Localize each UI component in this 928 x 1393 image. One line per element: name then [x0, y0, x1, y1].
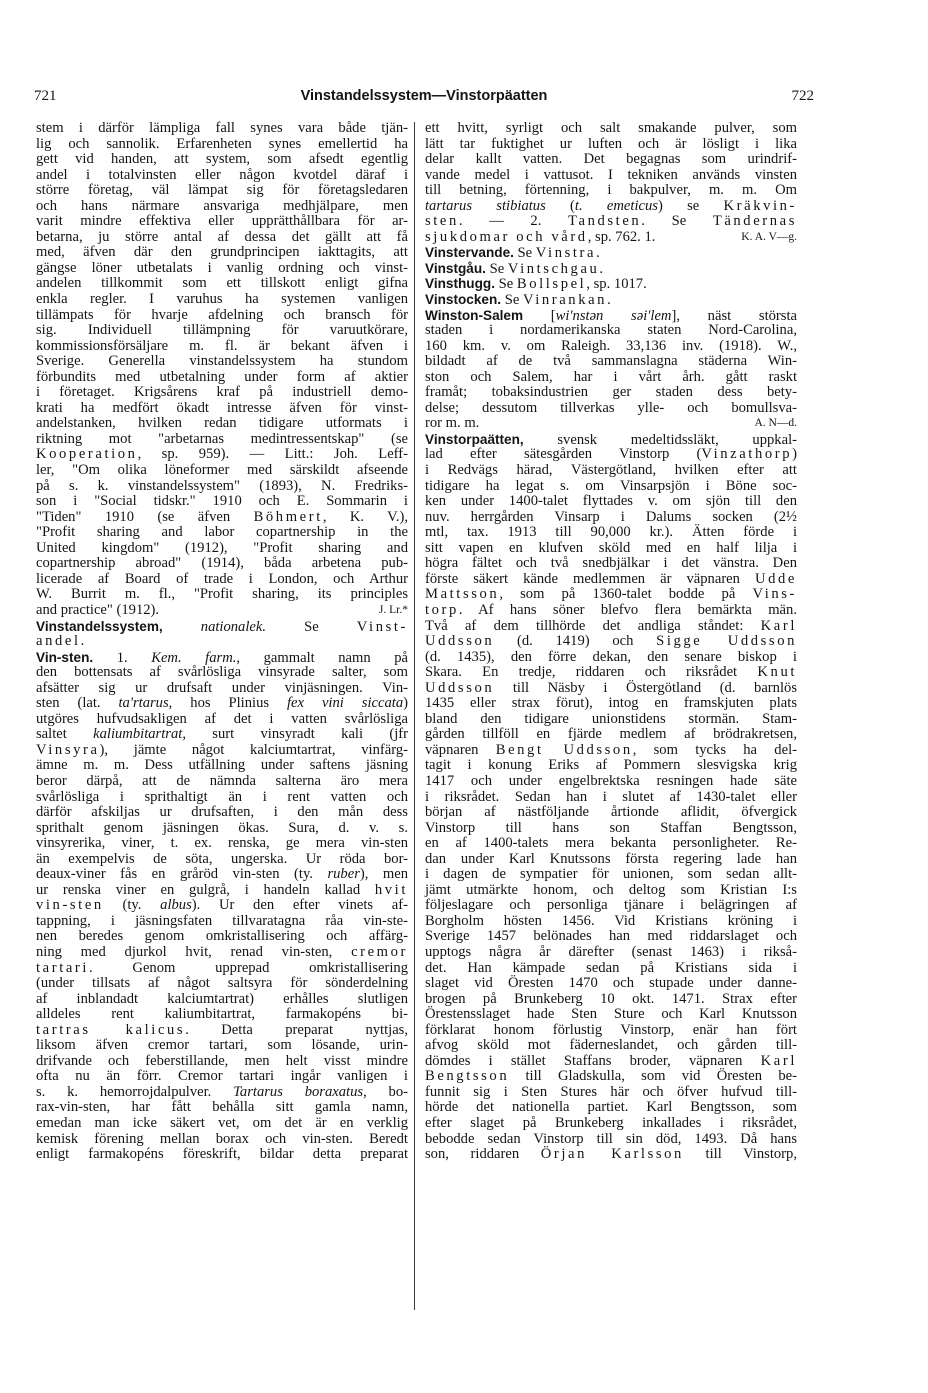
text-line: beror därpå, att de nämnda salterna äro mera [36, 772, 408, 789]
text-line: med, äfven där den grundprincipen iakttagits, att [36, 244, 408, 261]
text-run: "Tiden" 1910 (se äfven [36, 508, 254, 525]
text-run: son, riddaren [425, 1146, 541, 1163]
text-line [36, 867, 408, 883]
text-run: Se [485, 260, 508, 277]
text-line: andelstanken, hvilken redan tidigare utformats i [36, 415, 408, 432]
text-run: lad efter sätesgården Vinstorp ( [425, 446, 702, 463]
text-line: ett hvitt, syrligt och salt smakande pulver, som [425, 120, 797, 136]
text-run: Se [494, 276, 517, 293]
text-line: vande medel i vattusot. I tekniken används vinsten [425, 166, 797, 183]
italic-run: Kem. farm. [151, 649, 237, 666]
entry-headword: Vinsthugg. [425, 276, 495, 292]
text-line [425, 261, 797, 277]
text-line [425, 416, 797, 432]
text-line: drifvande och feberstillande, men helt visst mindre [36, 1052, 408, 1069]
text-line: nuv. herrgården Vinsarp i Dalums socken (2½ [425, 508, 797, 525]
text-line [425, 665, 797, 681]
text-line: rax-vin-sten, har fått behålla sitt gamla namn, [36, 1099, 408, 1116]
spaced-ref: Vinzathorp [701, 446, 793, 463]
text-line: en af 1400-talets mera bekanta personligheter. Re- [425, 835, 797, 852]
text-line: upptogs några år därefter (senast 1463) i rikså- [425, 943, 797, 960]
text-line: bland den tidigare unionstidens stormän. Stam- [425, 710, 797, 727]
text-line: den bottensats af svårlösliga vinsyrade salter, som [36, 664, 408, 681]
author-signature: J. Lr.* [378, 603, 408, 616]
author-signature: K. A. V—g. [741, 230, 797, 243]
text-line: i Redvägs härad, Västergötland, hvilken efter att [425, 462, 797, 479]
spaced-ref: Bollspel [516, 276, 587, 293]
text-line: framåt; tobaksindustrien ger staden dess bety- [425, 384, 797, 401]
text-run: s. k. hemorrojdalpulver. [36, 1083, 234, 1100]
text-line [425, 634, 797, 650]
text-run: , bo- [363, 1083, 408, 1100]
text-line: högra fältet och två snedbjälkar i det vänstra. Den [425, 555, 797, 572]
text-line: 1435 eller strax förut), intog en framskjuten plats [425, 695, 797, 712]
text-run: , sp. 1017. [586, 276, 647, 293]
text-line: krati ha medfört ökadt intresse äfven för vinst- [36, 399, 408, 416]
text-line [36, 945, 408, 961]
text-run: Se [513, 245, 536, 262]
text-run: svensk medeltidssläkt, uppkal- [523, 431, 797, 448]
text-line: Sverige 1457 belönades han med riddarslaget och [425, 928, 797, 945]
text-line [36, 1023, 408, 1039]
text-run: , gammalt namn på [236, 649, 408, 666]
text-line: emedan man icke säkert vet, om det är en verklig [36, 1115, 408, 1131]
entry-headword: Vinstocken. [425, 292, 502, 308]
text-line: (under tillsats af något saltsyra för sönderdelning [36, 975, 408, 992]
spaced-ref: Vinsyra [36, 741, 100, 758]
page-header [34, 88, 814, 110]
spaced-ref: torp [425, 601, 459, 618]
text-run: ) se [657, 197, 724, 214]
text-line [425, 572, 797, 588]
text-run: , surt vinsyradt kali (jfr [182, 726, 408, 743]
text-line: följeslagare och personliga tjänare i belägringen af [425, 897, 797, 914]
text-run: till Näsby i Östergötland (d. barnlös [494, 679, 797, 696]
text-run: ) [792, 446, 797, 463]
text-line [36, 883, 408, 899]
text-line [36, 696, 408, 712]
text-line: Sverige. Generella vinstandelssystem ha stundom [36, 353, 408, 370]
text-line: delse; dessutom tillverkas ylle- och bomullsva- [425, 399, 797, 416]
text-run: ). Ur den efter vinets af- [191, 897, 408, 914]
text-line [425, 619, 797, 635]
text-line [36, 619, 408, 635]
spaced-ref: Kräkvin- [723, 197, 797, 214]
text-run: , sp. 762. 1. [587, 228, 656, 245]
text-run: , K. V.), [322, 508, 409, 525]
text-line: dan under Karl Knutssons första regering lade han [425, 850, 797, 867]
text-run: ), jämte något kalciumtartrat, vinfärg- [99, 741, 408, 758]
text-line: enligt farmakopéns föreskrift, bildar detta preparat [36, 1146, 408, 1163]
text-line [425, 245, 797, 261]
spaced-ref: tartari [36, 959, 90, 976]
italic-run: ta'rtarus [118, 695, 169, 712]
text-line: gården tillföll en fjärde medlem af brödrakretsen, [425, 726, 797, 743]
text-line [36, 961, 408, 977]
text-run: , hos Plinius [168, 695, 287, 712]
text-run: ( [545, 197, 575, 214]
text-line: Örestensslaget hade Sten Sture och Karl Knutsson [425, 1006, 797, 1023]
text-run: till Gladskulla, som vid Öresten be- [509, 1068, 797, 1085]
text-run: saltet [36, 726, 94, 743]
text-line [425, 1069, 797, 1085]
text-line [425, 1147, 797, 1163]
text-line: 1417 och under engelbrektska resningen hade säte [425, 772, 797, 789]
text-run: Se [266, 618, 357, 635]
text-line: alldeles rent kaliumbitartrat, farmakopéns bi- [36, 1006, 408, 1023]
spaced-ref: Karl [760, 1052, 797, 1069]
spaced-ref: Sigge Uddsson [656, 633, 797, 650]
text-run: dömdes i stället Staffans broder, väpnaren [425, 1052, 761, 1069]
italic-run: wi'nstən səi'lem [555, 307, 672, 324]
text-run: , sp. 959). — Litt.: Joh. Leff- [137, 446, 408, 463]
italic-run: fex vini siccata [287, 695, 404, 712]
right-column [425, 121, 797, 1163]
text-line: W. Burrit m. fl., "Profit sharing, its principles [36, 586, 408, 603]
text-run: , som på 1360-talet bodde på [499, 586, 753, 603]
text-run: sten (lat. [36, 695, 119, 712]
spaced-ref: Vinstra [535, 245, 597, 262]
text-line [425, 743, 797, 759]
text-line: Vinstorp till hans son Staffan Bengtsson, [425, 819, 797, 836]
text-line: tagit i konung Eriks af Pommern slesvigska krig [425, 757, 797, 774]
text-line: andel i totalvinsten eller någon kvotdel däraf i [36, 166, 408, 183]
italic-run: albus [160, 897, 192, 914]
spaced-ref: Karl [760, 617, 797, 634]
text-line: svårlösliga i sprithaltigt än i rent vatten och [36, 788, 408, 805]
text-run: ) [403, 695, 409, 712]
text-run: . Se [641, 213, 713, 230]
text-line: vinsyrerika, viner, t. ex. renska, ge mera vin-sten [36, 835, 408, 852]
text-run: till Vinstorp, [683, 1146, 797, 1163]
text-line [36, 743, 408, 759]
text-run: ror m. m. [425, 415, 480, 432]
text-line [36, 447, 408, 463]
entry-headword: Vinstorpaätten, [425, 431, 524, 447]
text-run: . Detta preparat nyttjas, [185, 1021, 409, 1038]
text-run: , som tycks ha del- [632, 741, 797, 758]
page-number-right: 722 [791, 88, 814, 104]
text-line: ler, "Om olika löneformer med särskildt afseende [36, 462, 408, 479]
text-line [425, 432, 797, 448]
text-run: ), men [359, 866, 408, 883]
text-line: sitt vapen en klufven sköld med en half lilja i [425, 539, 797, 556]
text-run: . Genom upprepad omkristallisering [89, 959, 408, 976]
text-line: tillämpats för hvarje afdelning och bransch för [36, 306, 408, 323]
text-line: copartnership abroad" (1914), båda arbetena pub- [36, 555, 408, 572]
italic-run: ruber [327, 866, 360, 883]
text-line: bildadt af de två sammanslagna städerna Win- [425, 353, 797, 370]
text-line [36, 650, 408, 666]
text-line: i företaget. Krigsårens kraf på industriell demo- [36, 384, 408, 401]
italic-run: kaliumbitartrat [93, 726, 183, 743]
text-line [425, 587, 797, 603]
text-run: and practice" (1912). [36, 601, 160, 618]
text-line: lätt tar fuktighet ur luften och är lösligt i lika [425, 135, 797, 152]
text-line: andel. [36, 633, 87, 650]
text-line: jämt utmärkte honom, och deltog som Kristian I:s [425, 881, 797, 898]
text-line: betarna, ju större antal af dessa det gällt att få [36, 228, 408, 245]
text-run: väpnaren [425, 741, 496, 758]
entry-headword: Vinstandelssystem, [36, 618, 163, 634]
text-line: ken under 1400-talet flyttades v. om sjön till den [425, 493, 797, 510]
text-line: det. Han kämpade sedan på Kristians sida i [425, 959, 797, 976]
italic-run: nationalek. [200, 618, 267, 635]
text-line: förbundits med utbetalning under form af aktier [36, 368, 408, 385]
entry-headword: Vin-sten. [36, 649, 94, 665]
text-run: Se [501, 292, 523, 309]
text-line: hörde det nationella partiet. Karl Bengtsson, som [425, 1099, 797, 1116]
entry-headword: Winston-Salem [425, 307, 524, 323]
text-run: . Af hans söner blefvo flera bemärkta män. [458, 601, 797, 618]
text-line [425, 447, 797, 463]
spaced-ref: Tändernas [712, 213, 797, 230]
text-line: staden i nordamerikanska staten Nord-Carolina, [425, 322, 797, 339]
text-line: (d. 1435), den förre dekan, den senare biskop i [425, 648, 797, 665]
entry-headword: Vinstgåu. [425, 260, 486, 276]
text-line [425, 681, 797, 697]
text-line: afsätter sig ur drufsaft under vinjäsningen. Vin- [36, 679, 408, 696]
text-line: af inblandadt kalciumtartrat) erhålles slutligen [36, 990, 408, 1007]
text-line: ämne m. m. Dess utfällning under saftens jäsning [36, 757, 408, 774]
text-line: kemisk förening mellan borax och vin-sten. Beredt [36, 1130, 408, 1147]
text-line: därför afskiljas ur drufsaften, i den mån dess [36, 804, 408, 821]
spaced-ref: Tandsten [568, 213, 642, 230]
text-line: United kingdom" (1912), "Profit sharing and [36, 539, 408, 556]
text-line: ston och Salem, har i vårt årh. gått raskt [425, 368, 797, 385]
spaced-ref: Kooperation [36, 446, 138, 463]
text-line: och hans närmare ansvariga medhjälpare, men [36, 197, 408, 214]
text-line: utgöres hufvudsakligen af det i vatten svårlösliga [36, 710, 408, 727]
text-run: 1. [93, 649, 152, 666]
spaced-ref: Udde [754, 570, 797, 587]
text-run: ], näst största [671, 307, 797, 324]
spaced-ref: hvit [374, 881, 408, 898]
text-line: "Profit sharing and labor copartnership in the [36, 524, 408, 541]
text-line [425, 230, 797, 246]
text-line: slaget vid Öresten 1470 och stupade under danne- [425, 975, 797, 992]
text-line: funnit sig i Sten Stures här och öfver hufvud till- [425, 1083, 797, 1100]
text-line: gängse löner utbetalats i vanlig ordning och vinst- [36, 259, 408, 276]
text-line [425, 603, 797, 619]
text-line [425, 214, 797, 230]
page-number-left: 721 [34, 88, 57, 104]
italic-run: t. emeticus [574, 197, 658, 214]
text-run: förste säkert kände medlemmen är väpnaren [425, 570, 755, 587]
text-run: Två af dem tillhörde det andliga ståndet: [425, 617, 761, 634]
text-run: (ty. [103, 897, 161, 914]
spaced-ref: Örjan Karlsson [540, 1146, 684, 1163]
text-line: stem i därför lämpliga fall synes vara både tjän- [36, 120, 408, 136]
text-line: till betning, förtenning, i bakpulver, m. m. Om [425, 182, 797, 199]
spaced-ref: sjukdomar och vård [425, 228, 588, 245]
text-line: än exempelvis de söta, ungerska. Ur röda bor- [36, 850, 408, 867]
text-line: andelen tillkommit som ett tillskott enligt gifna [36, 275, 408, 292]
left-column [36, 121, 408, 1163]
author-signature: A. N—d. [754, 417, 797, 430]
italic-run: tartarus stibiatus [425, 197, 546, 214]
spaced-ref: Bengtsson [425, 1068, 510, 1085]
text-run: ning med djurkol hvit, renad vin-sten, [36, 943, 352, 960]
text-run: ur renska viner en gulgrå, i handeln kallad [36, 881, 375, 898]
text-line: större företag, väl lämpat sig för företagsledaren [36, 182, 408, 199]
text-line: gett vid handen, att system, som afsedt egentlig [36, 151, 408, 168]
spaced-ref: Uddsson [425, 633, 495, 650]
text-run: Skara. En tredje, riddaren och riksrådet [425, 664, 758, 681]
entry-headword: Vinstervande. [425, 245, 514, 261]
text-line: kommissionsförsäljare m. fl. är bekant äfven i [36, 337, 408, 354]
text-line: afvog sköld mot fäderneslandet, och gården till- [425, 1037, 797, 1054]
text-line [425, 276, 797, 292]
text-line [425, 292, 797, 308]
text-line: bebodde sedan Vinstorp till sin död, 1493. Då hans [425, 1130, 797, 1147]
text-line: Borgholm hösten 1456. Vid Kristians kröning i [425, 912, 797, 929]
text-line: sig. Individuell tillämpning för varuutkörare, [36, 322, 408, 339]
text-line [36, 510, 408, 526]
text-line [36, 1085, 408, 1101]
text-line: på s. k. vinstandelssystem" (1893), N. Fredriks- [36, 477, 408, 494]
text-run: . [599, 260, 604, 277]
text-line: nen beredes genom omkristallisering och affärg- [36, 928, 408, 945]
text-line: liksom äfven cremor tartari, som lösande, urin- [36, 1037, 408, 1054]
text-run: deaux-viner fås en gråröd vin-sten (ty. [36, 866, 328, 883]
spaced-ref: cremor [351, 943, 408, 960]
text-line: riktning mot "arbetarnas medintressentskap" (se [36, 430, 408, 447]
italic-run: Tartarus boraxatus [233, 1083, 364, 1100]
spaced-ref: vin-sten [36, 897, 104, 914]
running-title: Vinstandelssystem—Vinstorpäatten [300, 88, 548, 104]
text-line [36, 898, 408, 914]
spaced-ref: Bengt Uddsson [495, 741, 633, 758]
text-line: mtl, tax. 1913 till 90,000 kr.). Ätten förde i [425, 524, 797, 541]
spaced-ref: Vinrankan [522, 292, 608, 309]
text-line: förklarat honom förlustig Vinstorp, enär han fört [425, 1021, 797, 1038]
text-line: 160 km. v. om Raleigh. 33,136 inv. (1918). W., [425, 337, 797, 354]
text-run: . [596, 245, 600, 262]
text-run: . [607, 292, 611, 309]
spaced-ref: tartras kalicus [36, 1021, 186, 1038]
text-line [425, 308, 797, 324]
text-line: licerade af Board of trade i London, och Arthur [36, 570, 408, 587]
text-run: (d. 1419) och [494, 633, 657, 650]
text-line: lig och sannolik. Erfarenheten synes emellertid ha [36, 135, 408, 152]
text-line: början af nästföljande årtionde aflidit, öfvergick [425, 804, 797, 821]
spaced-ref: sten [425, 213, 459, 230]
spaced-ref: Vins- [752, 586, 797, 603]
text-line: brogen på Brunkeberg 10 okt. 1471. Strax efter [425, 990, 797, 1007]
spaced-ref: Knut [757, 664, 797, 681]
text-line: i dagen de sympatier för unionen, som sedan allt- [425, 866, 797, 883]
text-line: enkla regler. I varuhus ha systemen vanligen [36, 291, 408, 308]
text-line: ofta nu än förr. Cremor tartari ingår vanligen i [36, 1068, 408, 1085]
text-run: [ [523, 307, 556, 324]
spaced-ref: Vinst- [356, 618, 408, 635]
text-line: son i "Social tidskr." 1910 och E. Sommarin i [36, 493, 408, 510]
text-line: sprithalt genom jäsningen ökas. Sura, d. v. s. [36, 819, 408, 836]
column-divider [414, 122, 415, 1310]
text-line: delar kallt vatten. Det begagnas som urindrif- [425, 151, 797, 168]
text-run: . — 2. [458, 213, 569, 230]
text-line: tappning, i jäsningsfaten tillvaratagna råa vin-ste- [36, 912, 408, 929]
text-line [36, 727, 408, 743]
spaced-ref: Uddsson [425, 679, 495, 696]
spaced-ref: Mattsson [425, 586, 500, 603]
text-line: varit mindre effektiva eller upprätthållbara för ar- [36, 213, 408, 230]
text-line: i riksrådet. Sedan han i slutet af 1430-talet eller [425, 788, 797, 805]
text-line: tidigare ha legat s. om Vinsarpsjön i Böne soc- [425, 477, 797, 494]
text-line [36, 603, 408, 619]
spaced-ref: Böhmert [253, 508, 323, 525]
text-line [425, 199, 797, 215]
text-line: efter slaget på Brunkeberg inkallades i riksrådet, [425, 1115, 797, 1131]
spaced-ref: Vintschgau [507, 260, 600, 277]
